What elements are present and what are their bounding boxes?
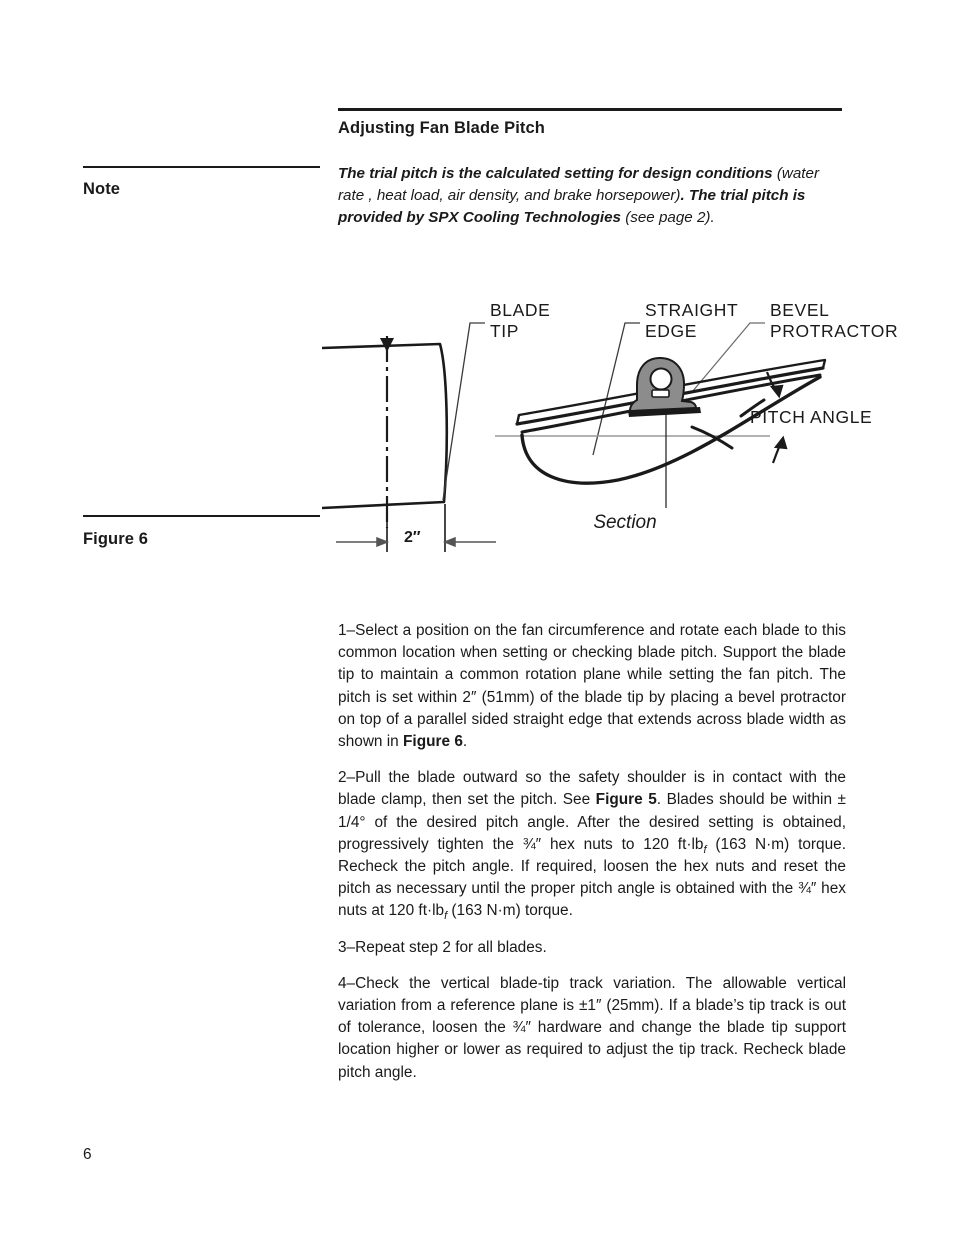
note-plain-mid: (water rate , heat load, air density, and brake horsepower)	[338, 165, 820, 205]
page-title: Adjusting Fan Blade Pitch	[338, 119, 545, 137]
note-plain-tail: (see page 2).	[620, 209, 715, 227]
heading-rule	[338, 108, 842, 111]
label-bevel-protractor-line2: PROTRACTOR	[770, 321, 899, 341]
note-body	[338, 163, 846, 230]
dimension-value: 2″	[404, 529, 421, 546]
label-pitch-angle: PITCH ANGLE	[750, 407, 873, 427]
note-label: Note	[83, 180, 121, 198]
body-text-column	[338, 620, 846, 1084]
label-straight-edge-line2: EDGE	[645, 321, 697, 341]
bevel-protractor-body	[628, 358, 701, 417]
label-blade-tip-line2: TIP	[490, 321, 520, 341]
step-2: 2–Pull the blade outward so the safety shoulder is in contact with the blade clamp, then set the pitch. See Figure 5. Blades should be within ± 1/4° of the desired pitch angle. After the desired setting is obtained, progressively tighten the ¾″ hex nuts to 120 $ft\cdot lb_f$ (163 N·m) torque. Recheck the pitch angle. If required, loosen the hex nuts and reset the pitch as necessary until the proper pitch angle is obtained with the ¾″ hex nuts at 120 $ft\cdot lb_f$ (163 N·m) torque.	[338, 769, 846, 923]
note-bold-mid: . The trial pitch is provided by SPX Cooling Technologies	[338, 187, 806, 227]
figure-label: Figure 6	[83, 530, 148, 548]
note-rule	[83, 166, 320, 168]
pitch-angle-lower-arrow	[773, 438, 786, 463]
label-blade-tip-line1: BLADE	[490, 300, 551, 320]
label-bevel-protractor-line1: BEVEL	[770, 300, 830, 320]
step-4: 4–Check the vertical blade-tip track variation. The allowable vertical variation from a reference plane is ±1″ (25mm). If a blade’s tip track is out of tolerance, loosen the ¾″ hardware and change the blade tip support location higher or lower as required to adjust the tip track. Recheck blade pitch angle.	[338, 974, 846, 1081]
figure-illustration	[300, 280, 900, 570]
page-number: 6	[83, 1146, 92, 1163]
label-straight-edge-line1: STRAIGHT	[645, 300, 739, 320]
blade-tip-leader	[443, 323, 485, 500]
section-caption: Section	[593, 512, 657, 533]
note-bold-lead: The trial pitch is the calculated setting for design conditions	[338, 165, 773, 182]
step-1: 1–Select a position on the fan circumference and rotate each blade to this common location when setting or checking blade pitch. Support the blade tip to maintain a common rotation plane while setting the fan pitch. The pitch is set within 2″ (51mm) of the blade tip by placing a bevel protractor on top of a parallel sided straight edge that extends across blade width as shown in Figure 6.	[338, 622, 846, 751]
figure-rule	[83, 515, 320, 517]
step-3: 3–Repeat step 2 for all blades.	[338, 938, 547, 956]
